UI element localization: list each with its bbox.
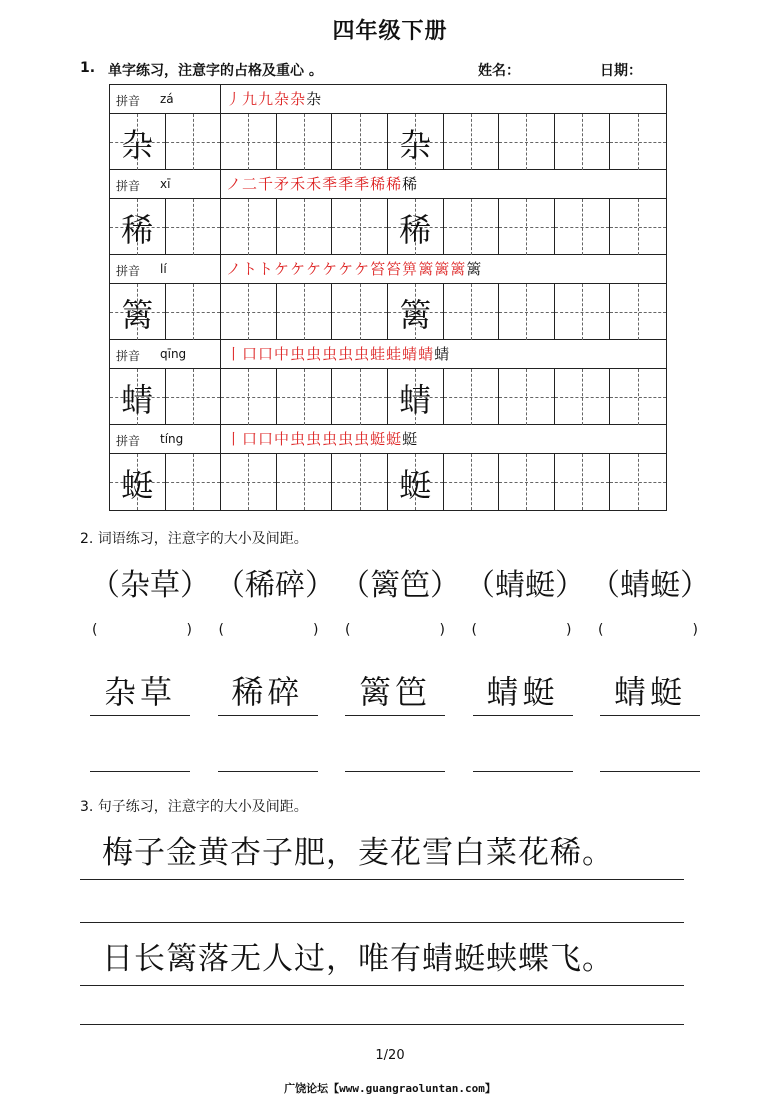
pinyin-label: 拼音 (116, 94, 141, 108)
stroke-step: 杂 (306, 90, 322, 108)
tian-cell[interactable] (166, 369, 222, 425)
stroke-step: ケ (290, 260, 306, 278)
stroke-step: 杂 (290, 90, 306, 108)
sentence-writing-line[interactable] (80, 1024, 684, 1025)
model-character: 篱 (121, 296, 154, 334)
pinyin-row (110, 255, 666, 284)
stroke-step: ケ (306, 260, 322, 278)
row-divider (220, 85, 221, 113)
tian-cell[interactable] (332, 114, 388, 170)
stroke-step: 虫 (290, 430, 306, 448)
tian-cell[interactable] (555, 454, 611, 510)
tian-cell[interactable] (110, 114, 166, 170)
stroke-step: 秊 (338, 175, 354, 193)
stroke-step: 虫 (290, 345, 306, 363)
section1-number: 1. (80, 60, 96, 76)
writing-line[interactable] (600, 770, 700, 772)
tian-cell[interactable] (332, 454, 388, 510)
pinyin-label: 拼音 (116, 434, 141, 448)
stroke-step: 秊 (354, 175, 370, 193)
tian-cell[interactable] (444, 199, 500, 255)
stroke-step: ノ (226, 260, 242, 278)
stroke-step: 矛 (274, 175, 290, 193)
writing-line[interactable] (345, 770, 445, 772)
stroke-step: 蛙 (370, 345, 386, 363)
footer-source: 广饶论坛【www.guangraoluntan.com】 (284, 1082, 496, 1095)
tian-cell[interactable] (277, 199, 333, 255)
pinyin-row (110, 85, 666, 114)
stroke-step: 丨 (226, 430, 242, 448)
stroke-step: 虫 (338, 345, 354, 363)
pinyin-blank[interactable]: ( ) (345, 622, 445, 638)
tian-cell[interactable] (166, 284, 222, 340)
tian-cell[interactable] (332, 369, 388, 425)
stroke-step: 稀 (402, 175, 418, 193)
stroke-step: 口 (258, 430, 274, 448)
pinyin-row (110, 425, 666, 454)
tian-cell[interactable] (610, 284, 666, 340)
writing-lines (90, 770, 700, 772)
tian-cell[interactable] (110, 454, 166, 510)
stroke-step: 蜓 (402, 430, 418, 448)
tian-cell[interactable] (555, 369, 611, 425)
practice-word: 蜻蜓 (473, 670, 573, 716)
word-item: （篱笆） (340, 568, 460, 603)
stroke-step: 杂 (274, 90, 290, 108)
practice-grid (109, 84, 667, 511)
stroke-step: 口 (242, 430, 258, 448)
row-divider (220, 170, 221, 198)
tian-cell[interactable] (610, 454, 666, 510)
word-item: （稀碎） (215, 568, 335, 603)
practice-word: 稀碎 (218, 670, 318, 716)
stroke-step: 九 (242, 90, 258, 108)
tian-cell[interactable] (499, 284, 555, 340)
tian-cell[interactable] (444, 369, 500, 425)
page-title: 四年级下册 (332, 19, 448, 44)
character-row (110, 369, 666, 425)
sentence-line: 梅子金黄杏子肥，麦花雪白菜花稀。 (80, 828, 684, 880)
pinyin-blank[interactable]: ( ) (92, 622, 192, 638)
stroke-step: ノ (226, 175, 242, 193)
stroke-step: 篱 (466, 260, 482, 278)
practice-word: 杂草 (90, 670, 190, 716)
pinyin-label: 拼音 (116, 179, 141, 193)
model-character: 篱 (399, 296, 432, 334)
model-character: 杂 (121, 126, 154, 164)
tian-cell[interactable] (499, 114, 555, 170)
stroke-step: 秊 (322, 175, 338, 193)
date-label: 日期： (600, 63, 642, 79)
tian-cell[interactable] (110, 199, 166, 255)
tian-cell[interactable] (499, 454, 555, 510)
tian-cell[interactable] (388, 454, 444, 510)
stroke-order (226, 428, 418, 449)
stroke-step: 蜻 (418, 345, 434, 363)
tian-cell[interactable] (555, 284, 611, 340)
stroke-step: 丨 (226, 345, 242, 363)
stroke-step: 口 (258, 345, 274, 363)
practice-word-list (90, 670, 700, 716)
word-list (90, 560, 710, 604)
tian-cell[interactable] (110, 284, 166, 340)
practice-word: 篱笆 (345, 670, 445, 716)
stroke-step: 二 (242, 175, 258, 193)
model-character: 蜓 (121, 466, 154, 504)
tian-cell[interactable] (277, 454, 333, 510)
tian-cell[interactable] (499, 199, 555, 255)
pinyin-blank[interactable]: ( ) (471, 622, 572, 638)
section3-heading: 3. 句子练习，注意字的大小及间距。 (80, 799, 308, 815)
tian-cell[interactable] (166, 114, 222, 170)
stroke-step: 篱 (434, 260, 450, 278)
stroke-step: 虫 (338, 430, 354, 448)
practice-word: 蜻蜓 (600, 670, 700, 716)
pinyin-value: zá (160, 92, 174, 106)
tian-cell[interactable] (610, 114, 666, 170)
stroke-step: 篱 (418, 260, 434, 278)
stroke-order (226, 88, 322, 109)
tian-cell[interactable] (332, 199, 388, 255)
tian-cell[interactable] (221, 454, 277, 510)
tian-cell[interactable] (221, 114, 277, 170)
sentence-writing-line[interactable] (80, 922, 684, 923)
tian-cell[interactable] (221, 369, 277, 425)
tian-cell[interactable] (110, 369, 166, 425)
stroke-step: 中 (274, 345, 290, 363)
model-character: 蜓 (399, 466, 432, 504)
pinyin-label: 拼音 (116, 264, 141, 278)
model-character: 稀 (121, 211, 154, 249)
stroke-step: 蜻 (402, 345, 418, 363)
character-row (110, 114, 666, 170)
model-character: 蜻 (121, 381, 154, 419)
stroke-step: ケ (338, 260, 354, 278)
stroke-step: ト (242, 260, 258, 278)
stroke-step: 中 (274, 430, 290, 448)
name-label: 姓名： (478, 63, 520, 79)
stroke-step: 虫 (354, 345, 370, 363)
stroke-step: ケ (274, 260, 290, 278)
tian-cell[interactable] (166, 454, 222, 510)
stroke-step: ケ (322, 260, 338, 278)
stroke-step: 篱 (450, 260, 466, 278)
stroke-step: 蜓 (386, 430, 402, 448)
stroke-order (226, 173, 418, 194)
tian-cell[interactable] (610, 199, 666, 255)
model-character: 杂 (399, 126, 432, 164)
tian-cell[interactable] (499, 369, 555, 425)
writing-line[interactable] (473, 770, 573, 772)
character-row (110, 199, 666, 255)
tian-cell[interactable] (277, 284, 333, 340)
section1-header (80, 60, 720, 80)
tian-cell[interactable] (166, 199, 222, 255)
tian-cell[interactable] (332, 284, 388, 340)
row-divider (220, 425, 221, 453)
pinyin-value: xī (160, 177, 171, 191)
stroke-step: 蛙 (386, 345, 402, 363)
model-character: 蜻 (399, 381, 432, 419)
tian-cell[interactable] (221, 284, 277, 340)
stroke-step: 蜻 (434, 345, 450, 363)
tian-cell[interactable] (444, 454, 500, 510)
tian-cell[interactable] (555, 114, 611, 170)
tian-cell[interactable] (277, 369, 333, 425)
word-item: （杂草） (90, 568, 210, 603)
pinyin-value: qīng (160, 347, 187, 361)
pinyin-value: lí (160, 262, 167, 276)
word-item: （蜻蜓） (465, 568, 585, 603)
page-number: 1/20 (375, 1048, 405, 1063)
tian-cell[interactable] (221, 199, 277, 255)
stroke-step: 禾 (290, 175, 306, 193)
row-divider (220, 340, 221, 368)
tian-cell[interactable] (388, 284, 444, 340)
stroke-step: 虫 (306, 430, 322, 448)
row-divider (220, 255, 221, 283)
writing-line[interactable] (90, 770, 190, 772)
stroke-step: 蜓 (370, 430, 386, 448)
word-item: （蜻蜓） (590, 568, 710, 603)
pinyin-row (110, 170, 666, 199)
stroke-step: 口 (242, 345, 258, 363)
character-row (110, 284, 666, 340)
tian-cell[interactable] (555, 199, 611, 255)
stroke-step: 稀 (386, 175, 402, 193)
pinyin-blanks (92, 622, 698, 638)
stroke-order (226, 343, 450, 364)
model-character: 稀 (399, 211, 432, 249)
character-row (110, 454, 666, 510)
stroke-step: 九 (258, 90, 274, 108)
stroke-step: 稀 (370, 175, 386, 193)
tian-cell[interactable] (388, 114, 444, 170)
pinyin-blank[interactable]: ( ) (598, 622, 698, 638)
pinyin-row (110, 340, 666, 369)
tian-cell[interactable] (388, 369, 444, 425)
writing-line[interactable] (218, 770, 318, 772)
stroke-step: ト (258, 260, 274, 278)
sentence-line: 日长篱落无人过，唯有蜻蜓蛱蝶飞。 (80, 934, 684, 986)
stroke-step: 虫 (322, 345, 338, 363)
pinyin-label: 拼音 (116, 349, 141, 363)
tian-cell[interactable] (388, 199, 444, 255)
pinyin-blank[interactable]: ( ) (218, 622, 319, 638)
stroke-step: 虫 (322, 430, 338, 448)
tian-cell[interactable] (444, 114, 500, 170)
stroke-order (226, 258, 482, 279)
tian-cell[interactable] (277, 114, 333, 170)
stroke-step: 笞 (370, 260, 386, 278)
stroke-step: 虫 (354, 430, 370, 448)
stroke-step: 千 (258, 175, 274, 193)
stroke-step: ケ (354, 260, 370, 278)
pinyin-value: tíng (160, 432, 184, 446)
stroke-step: 禾 (306, 175, 322, 193)
stroke-step: 笞 (386, 260, 402, 278)
section1-instruction: 单字练习，注意字的占格及重心 。 (108, 63, 323, 79)
section2-heading: 2. 词语练习，注意字的大小及间距。 (80, 531, 308, 547)
stroke-step: 箅 (402, 260, 418, 278)
tian-cell[interactable] (444, 284, 500, 340)
stroke-step: 虫 (306, 345, 322, 363)
tian-cell[interactable] (610, 369, 666, 425)
stroke-step: 丿 (226, 90, 242, 108)
